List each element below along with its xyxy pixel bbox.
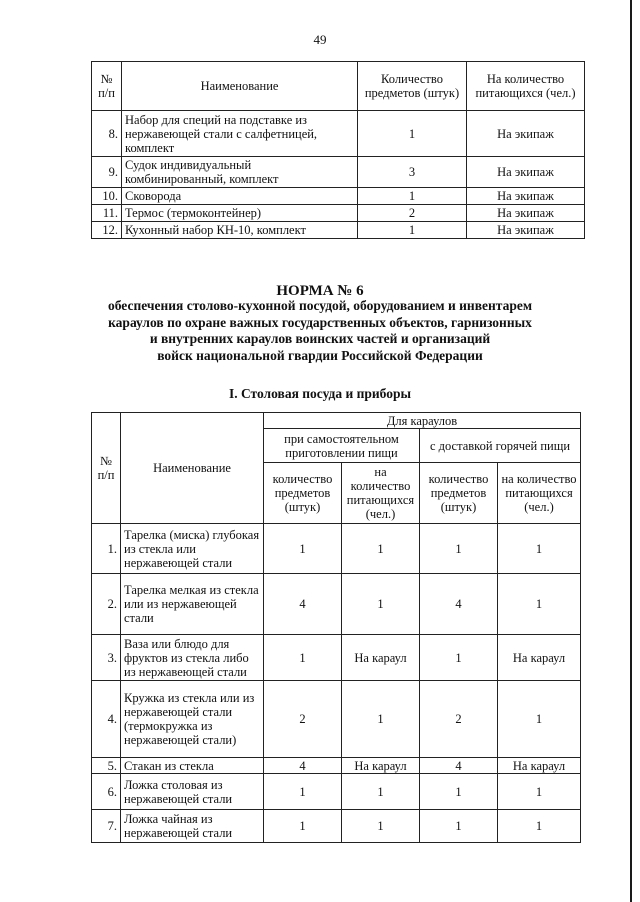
page-number: 49 [313, 32, 327, 47]
table-row [92, 574, 581, 635]
row-num: 7. [92, 810, 121, 843]
table-row [92, 635, 581, 681]
row-p1: На караул [342, 635, 420, 681]
header-num: № п/п [92, 413, 121, 524]
row-num: 2. [92, 574, 121, 635]
row-name: Ложка чайная из нержавеющей стали [121, 810, 264, 843]
header-group: Для караулов [264, 413, 581, 429]
row-per: На экипаж [467, 157, 585, 188]
row-q1: 2 [264, 681, 342, 758]
subtitle-line: и внутренних караулов воинских частей и организаций [149, 331, 491, 346]
row-qty: 3 [358, 157, 467, 188]
table-header-row [92, 62, 585, 111]
row-q1: 4 [264, 574, 342, 635]
header-num: № п/п [92, 62, 122, 111]
table-row [92, 157, 585, 188]
row-q1: 1 [264, 810, 342, 843]
row-name: Кружка из стекла или из нержавеющей стали (термокружка из нержавеющей стали) [121, 681, 264, 758]
table-row [92, 111, 585, 157]
row-q2: 2 [420, 681, 498, 758]
row-per: На экипаж [467, 188, 585, 205]
row-qty: 1 [358, 111, 467, 157]
row-q2: 1 [420, 635, 498, 681]
subtitle-line: обеспечения столово-кухонной посудой, оборудованием и инвентарем [107, 298, 533, 313]
header-name: Наименование [121, 413, 264, 524]
row-name: Ваза или блюдо для фруктов из стекла либо из нержавеющей стали [121, 635, 264, 681]
row-q2: 4 [420, 574, 498, 635]
row-q1: 1 [264, 774, 342, 810]
table-row [92, 205, 585, 222]
row-p1: 1 [342, 524, 420, 574]
header-sub2: с доставкой горячей пищи [420, 429, 581, 463]
scan-edge [630, 0, 632, 902]
table-continuation [91, 61, 585, 239]
table-row [92, 524, 581, 574]
row-p1: 1 [342, 574, 420, 635]
table-tableware [91, 412, 581, 843]
row-num: 8. [92, 111, 122, 157]
row-qty: 1 [358, 188, 467, 205]
header-per2: на количество питающихся (чел.) [498, 463, 581, 524]
row-num: 4. [92, 681, 121, 758]
row-num: 6. [92, 774, 121, 810]
row-p1: 1 [342, 774, 420, 810]
row-num: 9. [92, 157, 122, 188]
row-name: Судок индивидуальный комбинированный, комплект [122, 157, 358, 188]
row-name: Набор для специй на подставке из нержавеющей стали с салфетницей, комплект [122, 111, 358, 157]
row-qty: 1 [358, 222, 467, 239]
row-p2: 1 [498, 574, 581, 635]
row-q2: 1 [420, 810, 498, 843]
header-qty2: количество предметов (штук) [420, 463, 498, 524]
row-num: 12. [92, 222, 122, 239]
row-num: 11. [92, 205, 122, 222]
header-per: На количество питающихся (чел.) [467, 62, 585, 111]
table-row [92, 758, 581, 774]
row-qty: 2 [358, 205, 467, 222]
header-sub1: при самостоятельном приготовлении пищи [264, 429, 420, 463]
row-q2: 4 [420, 758, 498, 774]
row-p1: 1 [342, 681, 420, 758]
row-p2: На караул [498, 758, 581, 774]
row-name: Ложка столовая из нержавеющей стали [121, 774, 264, 810]
row-p2: 1 [498, 681, 581, 758]
row-p2: На караул [498, 635, 581, 681]
row-num: 1. [92, 524, 121, 574]
row-per: На экипаж [467, 111, 585, 157]
row-q2: 1 [420, 524, 498, 574]
row-p2: 1 [498, 810, 581, 843]
table-row [92, 681, 581, 758]
row-p2: 1 [498, 524, 581, 574]
row-num: 10. [92, 188, 122, 205]
header-name: Наименование [122, 62, 358, 111]
row-name: Кухонный набор КН-10, комплект [122, 222, 358, 239]
row-q1: 1 [264, 524, 342, 574]
norma-title: НОРМА № 6 [276, 283, 364, 299]
row-name: Сковорода [122, 188, 358, 205]
row-num: 3. [92, 635, 121, 681]
header-qty: Количество предметов (штук) [358, 62, 467, 111]
row-q1: 4 [264, 758, 342, 774]
subtitle-line: войск национальной гвардии Российской Федерации [157, 347, 483, 363]
row-q1: 1 [264, 635, 342, 681]
row-p1: 1 [342, 810, 420, 843]
table-header-row [92, 413, 581, 429]
row-num: 5. [92, 758, 121, 774]
row-name: Термос (термоконтейнер) [122, 205, 358, 222]
row-per: На экипаж [467, 222, 585, 239]
row-per: На экипаж [467, 205, 585, 222]
row-p1: На караул [342, 758, 420, 774]
table-row [92, 810, 581, 843]
subtitle-line: караулов по охране важных государственных объектов, гарнизонных [108, 314, 532, 330]
table-row [92, 774, 581, 810]
header-per1: на количество питающихся (чел.) [342, 463, 420, 524]
row-name: Тарелка мелкая из стекла или из нержавеющей стали [121, 574, 264, 635]
norma-subtitle [0, 298, 640, 364]
row-name: Стакан из стекла [121, 758, 264, 774]
header-qty1: количество предметов (штук) [264, 463, 342, 524]
row-q2: 1 [420, 774, 498, 810]
section-title: I. Столовая посуда и приборы [228, 386, 412, 401]
row-p2: 1 [498, 774, 581, 810]
table-row [92, 222, 585, 239]
row-name: Тарелка (миска) глубокая из стекла или нержавеющей стали [121, 524, 264, 574]
table-row [92, 188, 585, 205]
